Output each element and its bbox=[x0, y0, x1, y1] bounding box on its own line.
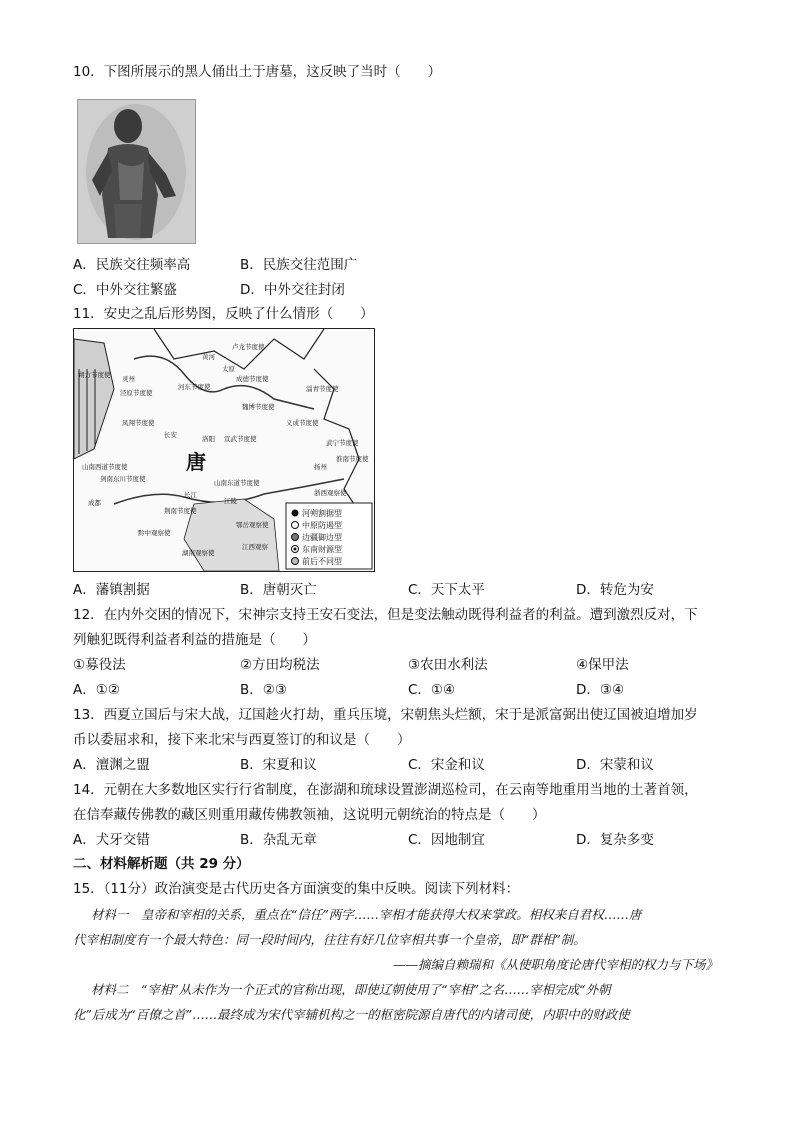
map-label-17: 淄青节度使 bbox=[306, 385, 339, 393]
q15-material1-line1: 材料一 皇帝和宰相的关系，重点在“信任”两字……宰相才能获得大权来掌政。相权来自君权……唐 bbox=[91, 907, 642, 922]
q13-option-c[interactable]: C．宋金和议 bbox=[408, 757, 485, 773]
map-label-23: 太原 bbox=[222, 365, 235, 373]
black-figurine-photo bbox=[77, 99, 196, 244]
legend-item-2: 边疆御边型 bbox=[302, 533, 342, 542]
q12-stem-line1: 12．在内外交困的情况下，宋神宗支持王安石变法，但是变法触动既得利益者的利益。遭到激烈反对，下 bbox=[73, 607, 698, 623]
q11-option-d[interactable]: D．转危为安 bbox=[576, 582, 654, 598]
q14-option-a[interactable]: A．犬牙交错 bbox=[73, 832, 150, 848]
map-label-20: 武宁节度使 bbox=[326, 439, 359, 447]
legend-item-0: 河朔割据型 bbox=[302, 509, 342, 518]
map-label-8: 黔中观察使 bbox=[138, 529, 171, 537]
q11-option-c[interactable]: C．天下太平 bbox=[408, 582, 485, 598]
map-label-13: 江西观察 bbox=[242, 543, 268, 551]
map-label-9: 荆南节度使 bbox=[164, 507, 197, 515]
q10-option-b[interactable]: B．民族交往范围广 bbox=[240, 257, 358, 273]
map-label-16: 魏博节度使 bbox=[242, 403, 275, 411]
map-label-21: 淮南节度使 bbox=[336, 455, 369, 463]
map-label-5: 山南西道节度使 bbox=[82, 463, 128, 471]
q13-stem-line2: 币以委屈求和，接下来北宋与西夏签订的和议是（ ） bbox=[73, 732, 411, 748]
map-label-0: 朔方节度使 bbox=[78, 371, 111, 379]
tang-situation-map bbox=[73, 328, 375, 572]
q12-option-d[interactable]: D．③④ bbox=[576, 682, 625, 698]
map-label-6: 剑南东川节度使 bbox=[100, 475, 146, 483]
q12-items bbox=[73, 655, 733, 675]
map-label-24: 洛阳 bbox=[202, 435, 215, 443]
map-label-28: 黄河 bbox=[202, 353, 215, 361]
q10-option-c[interactable]: C．中外交往繁盛 bbox=[73, 282, 177, 298]
q14-stem-line1: 14．元朝在大多数地区实行行省制度，在澎湖和琉球设置澎湖巡检司，在云南等地重用当地的土著首领， bbox=[73, 782, 698, 798]
q10-options bbox=[73, 255, 733, 275]
q14-option-b[interactable]: B．杂乱无章 bbox=[240, 832, 317, 848]
q12-option-c[interactable]: C．①④ bbox=[408, 682, 456, 698]
q12-item-2: ②方田均税法 bbox=[240, 657, 320, 673]
map-label-25: 扬州 bbox=[314, 463, 327, 471]
q15-material2-line2: 化”后成为“百僚之首”……最终成为宋代宰辅机构之一的枢密院源自唐代的内诸司使，内职中的财政使 bbox=[73, 1007, 630, 1022]
map-label-18: 宣武节度使 bbox=[224, 435, 257, 443]
q11-options bbox=[73, 580, 733, 600]
map-label-19: 义成节度使 bbox=[286, 419, 319, 427]
q14-options bbox=[73, 830, 733, 850]
q14-stem-line2: 在信奉藏传佛教的藏区则重用藏传佛教领袖，这说明元朝统治的特点是（ ） bbox=[73, 807, 546, 823]
q14-option-d[interactable]: D．复杂多变 bbox=[576, 832, 654, 848]
q13-option-b[interactable]: B．宋夏和议 bbox=[240, 757, 317, 773]
q15-stem: 15．（11分）政治演变是古代历史各方面演变的集中反映。阅读下列材料： bbox=[73, 881, 520, 897]
q13-option-d[interactable]: D．宋蒙和议 bbox=[576, 757, 654, 773]
q12-item-1: ①募役法 bbox=[73, 657, 126, 673]
map-label-1: 灵州 bbox=[122, 375, 135, 383]
q10-stem: 10．下图所展示的黑人俑出土于唐墓，这反映了当时（ ） bbox=[73, 64, 442, 80]
map-label-4: 长安 bbox=[164, 431, 177, 439]
legend-item-4: 前后不同型 bbox=[302, 557, 342, 566]
map-big-label: 唐 bbox=[186, 450, 206, 474]
q15-material1-line2: 代宰相制度有一个最大特色：同一段时间内，往往有好几位宰相共事一个皇帝，即“群相”制。 bbox=[73, 932, 586, 947]
map-label-22: 浙西观察使 bbox=[314, 489, 347, 497]
q11-stem: 11．安史之乱后形势图，反映了什么情形（ ） bbox=[73, 306, 374, 322]
legend-item-3: 东南财源型 bbox=[302, 545, 342, 554]
section-2-title: 二、材料解析题（共 29 分） bbox=[73, 856, 250, 872]
legend-item-1: 中原防遏型 bbox=[302, 521, 342, 530]
q14-option-c[interactable]: C．因地制宜 bbox=[408, 832, 485, 848]
q15-material1-source: ——摘编自赖瑞和《从使职角度论唐代宰相的权力与下场》 bbox=[392, 957, 718, 972]
map-label-2: 泾原节度使 bbox=[120, 389, 153, 397]
q12-item-4: ④保甲法 bbox=[576, 657, 629, 673]
map-label-3: 凤翔节度使 bbox=[122, 419, 155, 427]
q13-options bbox=[73, 755, 733, 775]
q13-option-a[interactable]: A．澶渊之盟 bbox=[73, 757, 150, 773]
q11-option-b[interactable]: B．唐朝灭亡 bbox=[240, 582, 317, 598]
q10-option-d[interactable]: D．中外交往封闭 bbox=[240, 282, 345, 298]
map-label-27: 山南东道节度使 bbox=[214, 479, 260, 487]
q13-stem-line1: 13．西夏立国后与宋大战，辽国趁火打劫，重兵压境，宋朝焦头烂额，宋于是派富弼出使辽国被迫增加岁 bbox=[73, 707, 698, 723]
map-label-12: 湖南观察使 bbox=[182, 549, 215, 557]
q12-option-b[interactable]: B．②③ bbox=[240, 682, 287, 698]
map-label-10: 江陵 bbox=[224, 497, 237, 505]
q11-option-a[interactable]: A．藩镇割据 bbox=[73, 582, 150, 598]
q12-options bbox=[73, 680, 733, 700]
map-label-29: 长江 bbox=[184, 491, 197, 499]
map-label-15: 成德节度使 bbox=[236, 375, 269, 383]
map-label-26: 河东节度使 bbox=[178, 383, 211, 391]
q10-options-row2 bbox=[73, 280, 733, 300]
q12-item-3: ③农田水利法 bbox=[408, 657, 488, 673]
map-label-11: 鄂岳观察使 bbox=[236, 521, 269, 529]
map-label-7: 成都 bbox=[88, 499, 101, 507]
q10-option-a[interactable]: A．民族交往频率高 bbox=[73, 257, 191, 273]
q12-option-a[interactable]: A．①② bbox=[73, 682, 120, 698]
map-label-14: 卢龙节度使 bbox=[232, 343, 265, 351]
q15-material2-line1: 材料二 “宰相”从未作为一个正式的官称出现，即使辽朝使用了“宰相”之名……宰相完成“外朝 bbox=[91, 982, 611, 997]
q12-stem-line2: 列触犯既得利益者利益的措施是（ ） bbox=[73, 632, 316, 648]
